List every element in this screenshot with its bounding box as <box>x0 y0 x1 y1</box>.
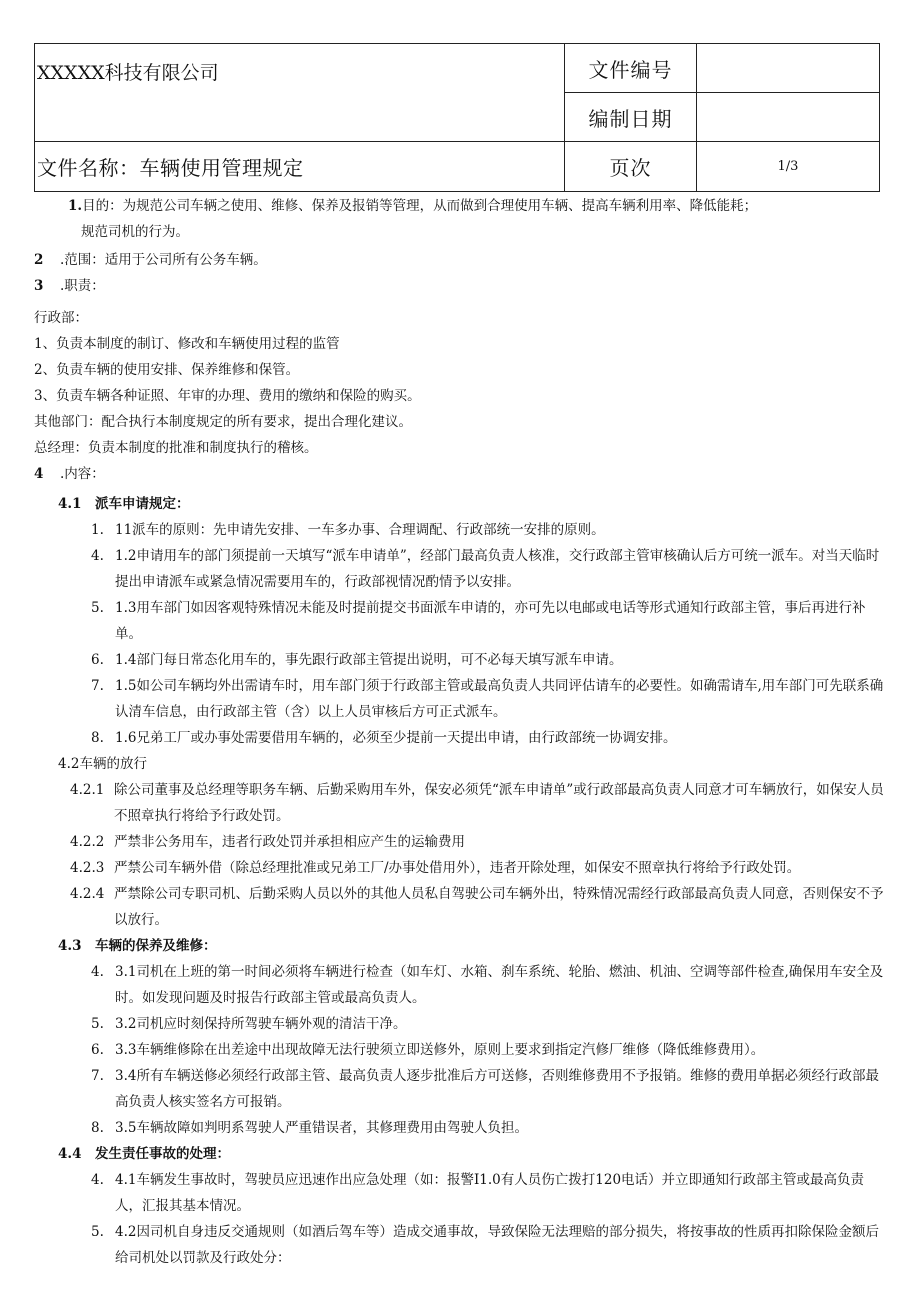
section-4-4-title: 发生责任事故的处理： <box>95 1146 230 1162</box>
list-item <box>34 1115 884 1141</box>
page-value: 1/3 <box>697 142 880 192</box>
list-item-number: 7. <box>91 1068 104 1084</box>
scope-line <box>34 247 884 273</box>
list-item <box>34 777 884 829</box>
list-item-number: 6. <box>91 1042 104 1058</box>
purpose-continuation: 规范司机的行为。 <box>81 224 189 240</box>
list-item-number: 4.2.3 <box>70 860 105 876</box>
list-item-text: 11派车的原则：先申请先安排、一车多办事、合理调配、行政部统一安排的原则。 <box>115 522 605 538</box>
list-item-number: 1. <box>91 522 104 538</box>
list-item-text: 3.1司机在上班的第一时间必须将车辆进行检查（如车灯、水箱、刹车系统、轮胎、燃油、机油、空调等部件检查,确保用车安全及时。如发现问题及时报告行政部主管或最高负责人。 <box>115 964 884 1006</box>
purpose-text: 目的：为规范公司车辆之使用、维修、保养及报销等管理，从而做到合理使用车辆、提高车辆利用率、降低能耗； <box>82 198 758 214</box>
content-number: 4 <box>34 466 44 482</box>
list-item-number: 7. <box>91 678 104 694</box>
list-item-text: 1.6兄弟工厂或办事处需要借用车辆的，必须至少提前一天提出申请，由行政部统一协调安排。 <box>115 730 677 746</box>
duty-text: .职责： <box>60 278 105 294</box>
list-item-number: 5. <box>91 600 104 616</box>
scope-text: .范围：适用于公司所有公务车辆。 <box>60 252 267 268</box>
list-item-number: 4. <box>91 548 104 564</box>
list-item <box>34 1037 884 1063</box>
list-item-text: 4.2因司机自身违反交通规则（如酒后驾车等）造成交通事故，导致保险无法理赔的部分损失，将按事故的性质再扣除保险金额后给司机处以罚款及行政处分： <box>115 1224 879 1266</box>
list-item <box>34 881 884 933</box>
list-item <box>34 829 884 855</box>
list-item-text: 除公司董事及总经理等职务车辆、后勤采购用车外，保安必须凭“派车申请单”或行政部最高负责人同意才可车辆放行，如保安人员不照章执行将给予行政处罚。 <box>114 782 884 824</box>
list-item-text: 3.3车辆维修除在出差途中出现故障无法行驶须立即送修外，原则上要求到指定汽修厂维修（降低维修费用）。 <box>115 1042 765 1058</box>
date-value <box>697 93 880 142</box>
section-4-3-number: 4.3 <box>58 938 82 954</box>
list-item-text: 1.3用车部门如因客观特殊情况未能及时提前提交书面派车申请的，亦可先以电邮或电话等形式通知行政部主管，事后再进行补单。 <box>115 600 866 642</box>
page-label: 页次 <box>565 142 697 192</box>
list-item <box>34 1063 884 1115</box>
section-4-3-list <box>34 959 884 1141</box>
content-line <box>34 461 884 487</box>
section-4-4-heading <box>34 1141 884 1167</box>
list-item-text: 3.5车辆故障如判明系驾驶人严重错误者，其修理费用由驾驶人负担。 <box>115 1120 528 1136</box>
section-4-3-title: 车辆的保养及维修： <box>95 938 217 954</box>
list-item <box>34 1219 884 1271</box>
duty-number: 3 <box>34 278 44 294</box>
admin-duty-3: 3、负责车辆各种证照、年审的办理、费用的缴纳和保险的购买。 <box>34 388 421 404</box>
section-4-2-heading: 4.2车辆的放行 <box>58 756 147 772</box>
document-header-table <box>34 43 880 192</box>
list-item <box>34 647 884 673</box>
list-item-text: 严禁除公司专职司机、后勤采购人员以外的其他人员私自驾驶公司车辆外出，特殊情况需经行政部最高负责人同意，否则保安不予以放行。 <box>114 886 884 928</box>
list-item-text: 严禁公司车辆外借（除总经理批准或兄弟工厂/办事处借用外），违者开除处理，如保安不照章执行将给予行政处罚。 <box>114 860 801 876</box>
list-item-text: 3.4所有车辆送修必须经行政部主管、最高负责人逐步批准后方可送修，否则维修费用不予报销。维修的费用单据必须经行政部最高负责人核实签名方可报销。 <box>115 1068 879 1110</box>
list-item-text: 3.2司机应时刻保持所驾驶车辆外观的清洁干净。 <box>115 1016 407 1032</box>
scope-number: 2 <box>34 252 44 268</box>
doc-number-label: 文件编号 <box>565 44 697 93</box>
list-item-number: 8. <box>91 730 104 746</box>
list-item-text: 严禁非公务用车，违者行政处罚并承担相应产生的运输费用 <box>114 834 465 850</box>
section-4-4-list <box>34 1167 884 1271</box>
section-4-3-heading <box>34 933 884 959</box>
list-item-number: 5. <box>91 1016 104 1032</box>
company-name: XXXXX科技有限公司 <box>35 44 565 142</box>
list-item <box>34 595 884 647</box>
content-text: .内容： <box>60 466 105 482</box>
list-item-number: 4.2.2 <box>70 834 105 850</box>
list-item <box>34 1167 884 1219</box>
list-item-text: 1.4部门每日常态化用车的，事先跟行政部主管提出说明，可不必每天填写派车申请。 <box>115 652 623 668</box>
document-name: 文件名称：车辆使用管理规定 <box>35 142 565 192</box>
section-4-2-list <box>34 777 884 933</box>
list-item <box>34 543 884 595</box>
list-item <box>34 673 884 725</box>
list-item-text: 1.2申请用车的部门须提前一天填写“派车申请单”，经部门最高负责人核准，交行政部主管审核确认后方可统一派车。对当天临时提出申请派车或紧急情况需要用车的，行政部视情况酌情予以安排。 <box>115 548 880 590</box>
doc-number-value <box>697 44 880 93</box>
document-body <box>34 193 884 1271</box>
section-4-1-list <box>34 517 884 751</box>
duty-line <box>34 273 884 299</box>
list-item-number: 4.2.4 <box>70 886 105 902</box>
list-item <box>34 1011 884 1037</box>
purpose-number: 1. <box>68 198 83 214</box>
admin-duty-2: 2、负责车辆的使用安排、保养维修和保管。 <box>34 362 300 378</box>
list-item-number: 6. <box>91 652 104 668</box>
other-dept-duty: 其他部门：配合执行本制度规定的所有要求，提出合理化建议。 <box>34 414 412 430</box>
admin-duty-1: 1、负责本制度的制订、修改和车辆使用过程的监管 <box>34 336 340 352</box>
gm-duty: 总经理：负责本制度的批准和制度执行的稽核。 <box>34 440 318 456</box>
admin-title: 行政部： <box>34 310 88 326</box>
section-4-4-number: 4.4 <box>58 1146 82 1162</box>
list-item <box>34 517 884 543</box>
list-item-number: 4. <box>91 1172 104 1188</box>
list-item-number: 4. <box>91 964 104 980</box>
list-item-text: 1.5如公司车辆均外出需请车时，用车部门须于行政部主管或最高负责人共同评估请车的必要性。如确需请车,用车部门可先联系确认清车信息，由行政部主管（含）以上人员审核后方可正式派车。 <box>115 678 884 720</box>
section-4-1-number: 4.1 <box>58 496 82 512</box>
list-item-number: 5. <box>91 1224 104 1240</box>
list-item-text: 4.1车辆发生事故时，驾驶员应迅速作出应急处理（如：报警I1.0有人员伤亡拨打120电话）并立即通知行政部主管或最高负责人，汇报其基本情况。 <box>115 1172 865 1214</box>
section-4-1-heading <box>34 491 884 517</box>
list-item <box>34 725 884 751</box>
list-item <box>34 855 884 881</box>
list-item-number: 8. <box>91 1120 104 1136</box>
date-label: 编制日期 <box>565 93 697 142</box>
section-4-1-title: 派车申请规定： <box>95 496 190 512</box>
list-item <box>34 959 884 1011</box>
purpose-line <box>34 193 884 219</box>
list-item-number: 4.2.1 <box>70 782 105 798</box>
